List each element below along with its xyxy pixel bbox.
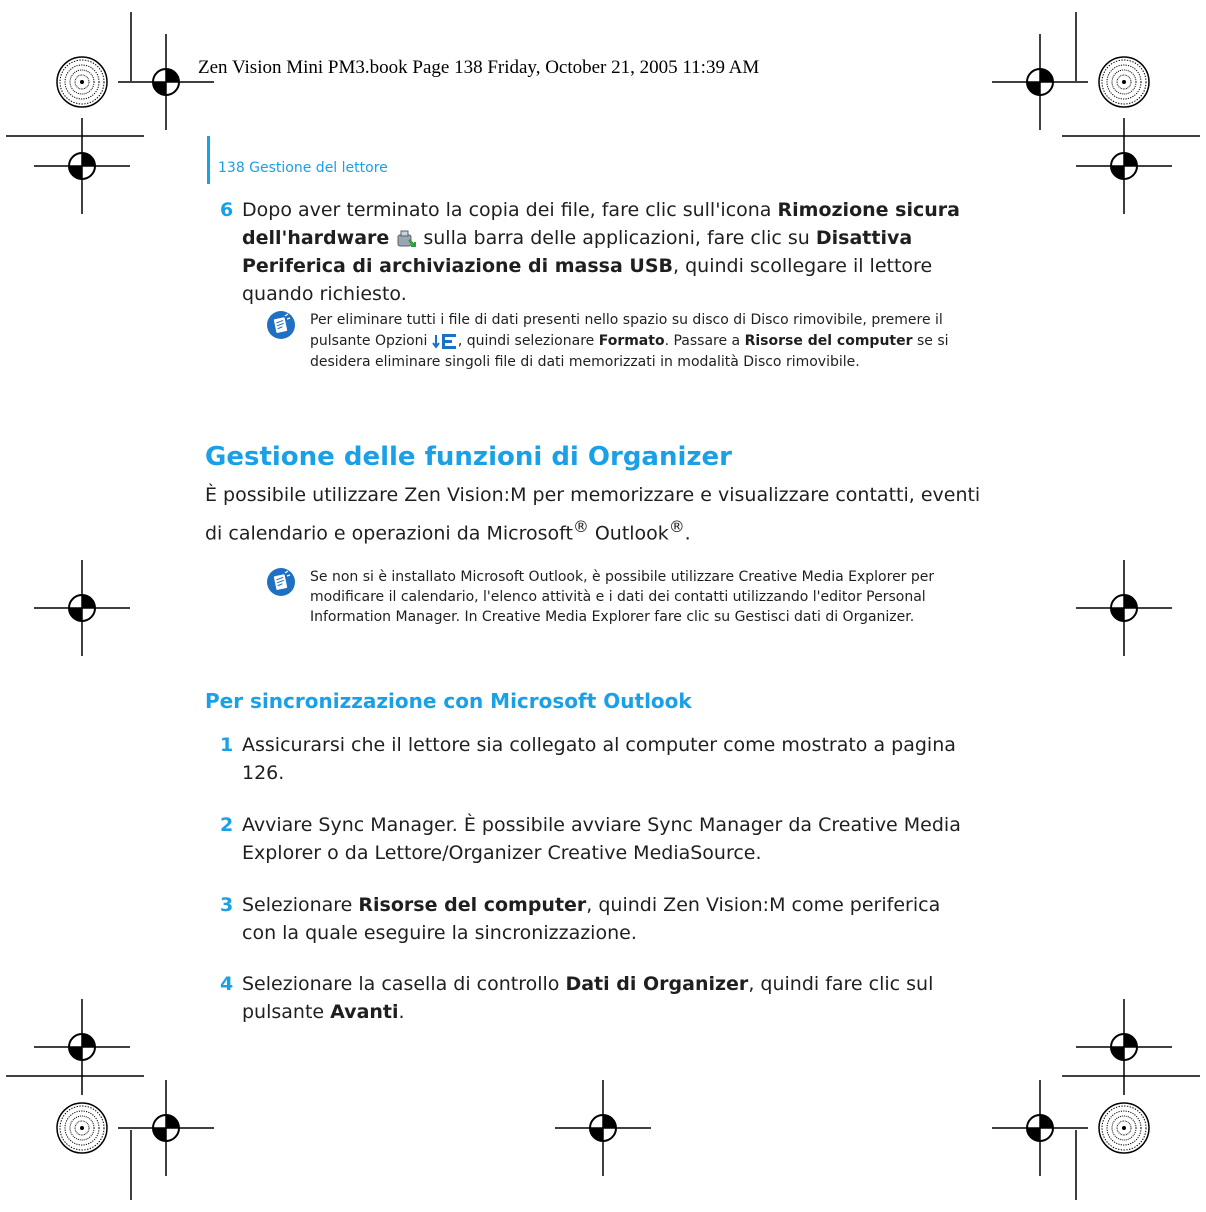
print-slug: Zen Vision Mini PM3.book Page 138 Friday, October 21, 2005 11:39 AM [198,57,760,78]
registration-mark-icon [118,1080,214,1176]
starburst-mark-icon [57,57,107,107]
note-icon [266,310,296,340]
registration-mark-icon [1076,560,1172,656]
step-2 [220,811,980,867]
step-text: Assicurarsi che il lettore sia collegato al computer come mostrato a pagina 126. [242,734,956,784]
step-6 [220,196,980,308]
step-number: 3 [220,894,234,916]
registration-mark-icon [118,34,214,130]
step-4 [220,970,980,1026]
registration-mark-icon [34,118,130,214]
step-text: Dopo aver terminato la copia dei file, fare clic sull'icona Rimozione sicura dell'hardware sulla barra delle applicazioni, fare clic su Disattiva Periferica di archiviazione di massa USB, quindi scollegare il lettore quando richiesto. [242,199,960,305]
starburst-mark-icon [1099,1103,1149,1153]
step-number: 1 [220,734,234,756]
options-button-icon [432,332,458,350]
step-number: 6 [220,199,234,221]
registration-mark-icon [1076,999,1172,1095]
section-title: Gestione delle funzioni di Organizer [205,442,732,472]
registration-mark-icon [1076,118,1172,214]
header-rule [207,136,210,184]
running-head: 138 Gestione del lettore [218,160,388,176]
registration-mark-icon [34,560,130,656]
registration-mark-icon [992,1080,1088,1176]
starburst-mark-icon [57,1103,107,1153]
step-number: 4 [220,973,234,995]
step-text: Avviare Sync Manager. È possibile avviare Sync Manager da Creative Media Explorer o da Lettore/Organizer Creative MediaSource. [242,814,961,864]
step-text: Selezionare Risorse del computer, quindi Zen Vision:M come periferica con la quale eseguire la sincronizzazione. [242,894,941,944]
starburst-mark-icon [1099,57,1149,107]
registration-mark-icon [992,34,1088,130]
step-1 [220,731,980,787]
registration-mark-icon [555,1080,651,1176]
step-text: Selezionare la casella di controllo Dati di Organizer, quindi fare clic sul pulsante Avanti. [242,973,934,1023]
note-text: Per eliminare tutti i file di dati presenti nello spazio su disco di Disco rimovibile, premere il pulsante Opzioni , quindi selezionare Formato. Passare a Risorse del computer se si desidera eliminare singoli file di dati memorizzati in modalità Disco rimovibile. [310,312,949,370]
registration-mark-icon [34,999,130,1095]
safely-remove-hardware-icon [395,228,417,250]
section-intro: È possibile utilizzare Zen Vision:M per memorizzare e visualizzare contatti, eventi di calendario e operazioni da Microsoft® Outlook®. [205,484,981,545]
note-icon [266,567,296,597]
note-text: Se non si è installato Microsoft Outlook, è possibile utilizzare Creative Media Explorer per modificare il calendario, l'elenco attività e i dati dei contatti utilizzando l'editor Personal Information Manager. In Creative Media Explorer fare clic su Gestisci dati di Organizer. [310,569,935,625]
step-number: 2 [220,814,234,836]
step-3 [220,891,980,947]
subsection-title: Per sincronizzazione con Microsoft Outlook [205,689,692,713]
